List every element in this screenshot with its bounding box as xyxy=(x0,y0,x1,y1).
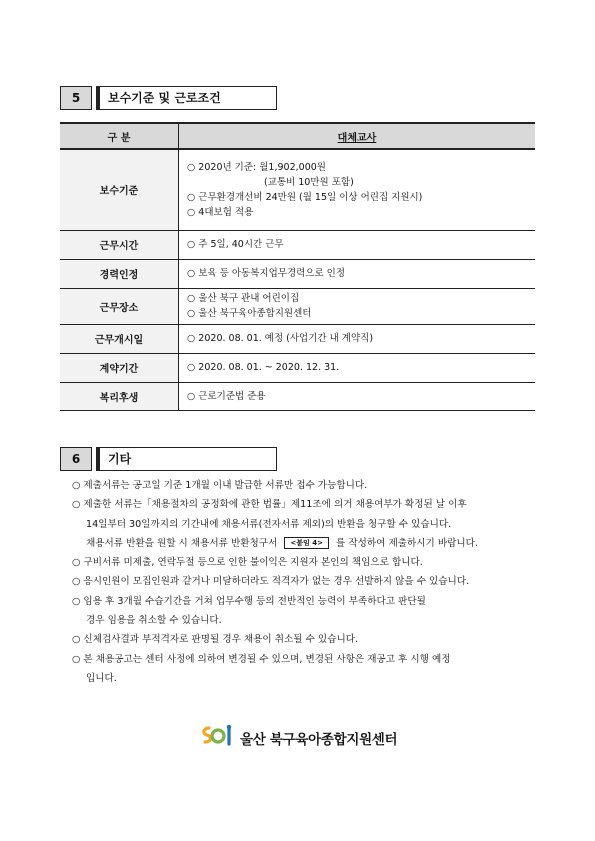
section-title: 보수기준 및 근로조건 xyxy=(96,86,277,110)
footer xyxy=(200,723,397,753)
value-line: ○ 울산 북구육아종합지원센터 xyxy=(187,308,312,319)
value-line: ○ 보육 등 아동복지업무경력으로 인정 xyxy=(187,268,346,279)
table-row xyxy=(60,353,535,382)
list-item: ○ 제출한 서류는「채용절차의 공정화에 관한 법률」제11조에 의거 채용여부가 확정된 날 이후 xyxy=(72,499,467,511)
attachment-tag: <붙임 4> xyxy=(284,537,329,549)
list-item: ○ 본 채용공고는 센터 사정에 의하여 변경될 수 있으며, 변경된 사항은 재공고 후 시행 예정 xyxy=(72,653,451,665)
list-item: ○ 임용 후 3개월 수습기간을 거쳐 업무수행 등의 전반적인 능력이 부족하다고 판단될 xyxy=(72,595,426,607)
col-header-category: 구 분 xyxy=(60,123,179,149)
note-text: 채용서류 반환을 원할 시 채용서류 반환청구서 xyxy=(86,537,278,549)
section-title: 기타 xyxy=(96,447,277,471)
section-5-header xyxy=(60,86,277,110)
row-label: 근무장소 xyxy=(60,288,179,324)
row-label: 근무개시일 xyxy=(60,324,179,353)
section-6-header xyxy=(60,447,277,471)
row-value xyxy=(179,382,536,410)
row-value xyxy=(179,324,536,353)
row-label: 보수기준 xyxy=(60,149,179,230)
value-line: ○ 울산 북구 관내 어린이집 xyxy=(187,293,300,304)
list-item: ○ 응시인원이 모집인원과 같거나 미달하더라도 적격자가 없는 경우 선발하지 않을 수 있습니다. xyxy=(72,576,470,588)
row-value xyxy=(179,230,536,259)
row-label: 경력인정 xyxy=(60,259,179,288)
center-logo-icon xyxy=(200,723,234,753)
list-item: ○ 신체검사결과 부적격자로 판명될 경우 채용이 취소될 수 있습니다. xyxy=(72,634,359,646)
table-row xyxy=(60,288,535,324)
list-item-continuation xyxy=(72,534,542,553)
section-number: 5 xyxy=(60,86,92,110)
value-line: ○ 2020. 08. 01. ~ 2020. 12. 31. xyxy=(187,362,340,373)
value-line: ○ 4대보험 적용 xyxy=(187,206,254,218)
table-row xyxy=(60,382,535,410)
list-item-continuation: 경우 임용을 취소할 수 있습니다. xyxy=(86,615,222,627)
table-row xyxy=(60,149,535,230)
table-header-row xyxy=(60,123,535,149)
working-conditions-table xyxy=(60,122,535,411)
row-value xyxy=(179,149,536,230)
row-value xyxy=(179,259,536,288)
value-line: ○ 2020년 기준: 월1,902,000원 xyxy=(187,161,326,173)
list-item: ○ 제출서류는 공고일 기준 1개월 이내 발급한 서류만 접수 가능합니다. xyxy=(72,480,368,491)
table-row xyxy=(60,259,535,288)
row-label: 복리후생 xyxy=(60,382,179,410)
notes-list xyxy=(72,476,542,688)
organization-name: 울산 북구육아종합지원센터 xyxy=(240,732,398,748)
list-item-continuation: 입니다. xyxy=(86,672,117,684)
table-row xyxy=(60,230,535,259)
table-row xyxy=(60,324,535,353)
row-label: 근무시간 xyxy=(60,230,179,259)
list-item: ○ 구비서류 미제출, 연락두절 등으로 인한 불이익은 지원자 본인의 책임으로 합니다. xyxy=(72,557,423,569)
row-label: 계약기간 xyxy=(60,353,179,382)
value-line: ○ 근로기준법 준용 xyxy=(187,390,266,402)
col-header-substitute-teacher: 대체교사 xyxy=(179,123,536,149)
value-line: ○ 주 5일, 40시간 근무 xyxy=(187,239,284,250)
row-value xyxy=(179,353,536,382)
value-line: (교통비 10만원 포함) xyxy=(264,176,354,188)
list-item-continuation: 14일부터 30일까지의 기간내에 채용서류(전자서류 제외)의 반환을 청구할 수 있습니다. xyxy=(86,518,452,530)
note-text: 를 작성하여 제출하시기 바랍니다. xyxy=(336,537,478,549)
value-line: ○ 근무환경개선비 24만원 (월 15일 이상 어린집 지원시) xyxy=(187,191,423,203)
row-value xyxy=(179,288,536,324)
section-number: 6 xyxy=(60,447,92,471)
value-line: ○ 2020. 08. 01. 예정 (사업기간 내 계약직) xyxy=(187,333,374,344)
